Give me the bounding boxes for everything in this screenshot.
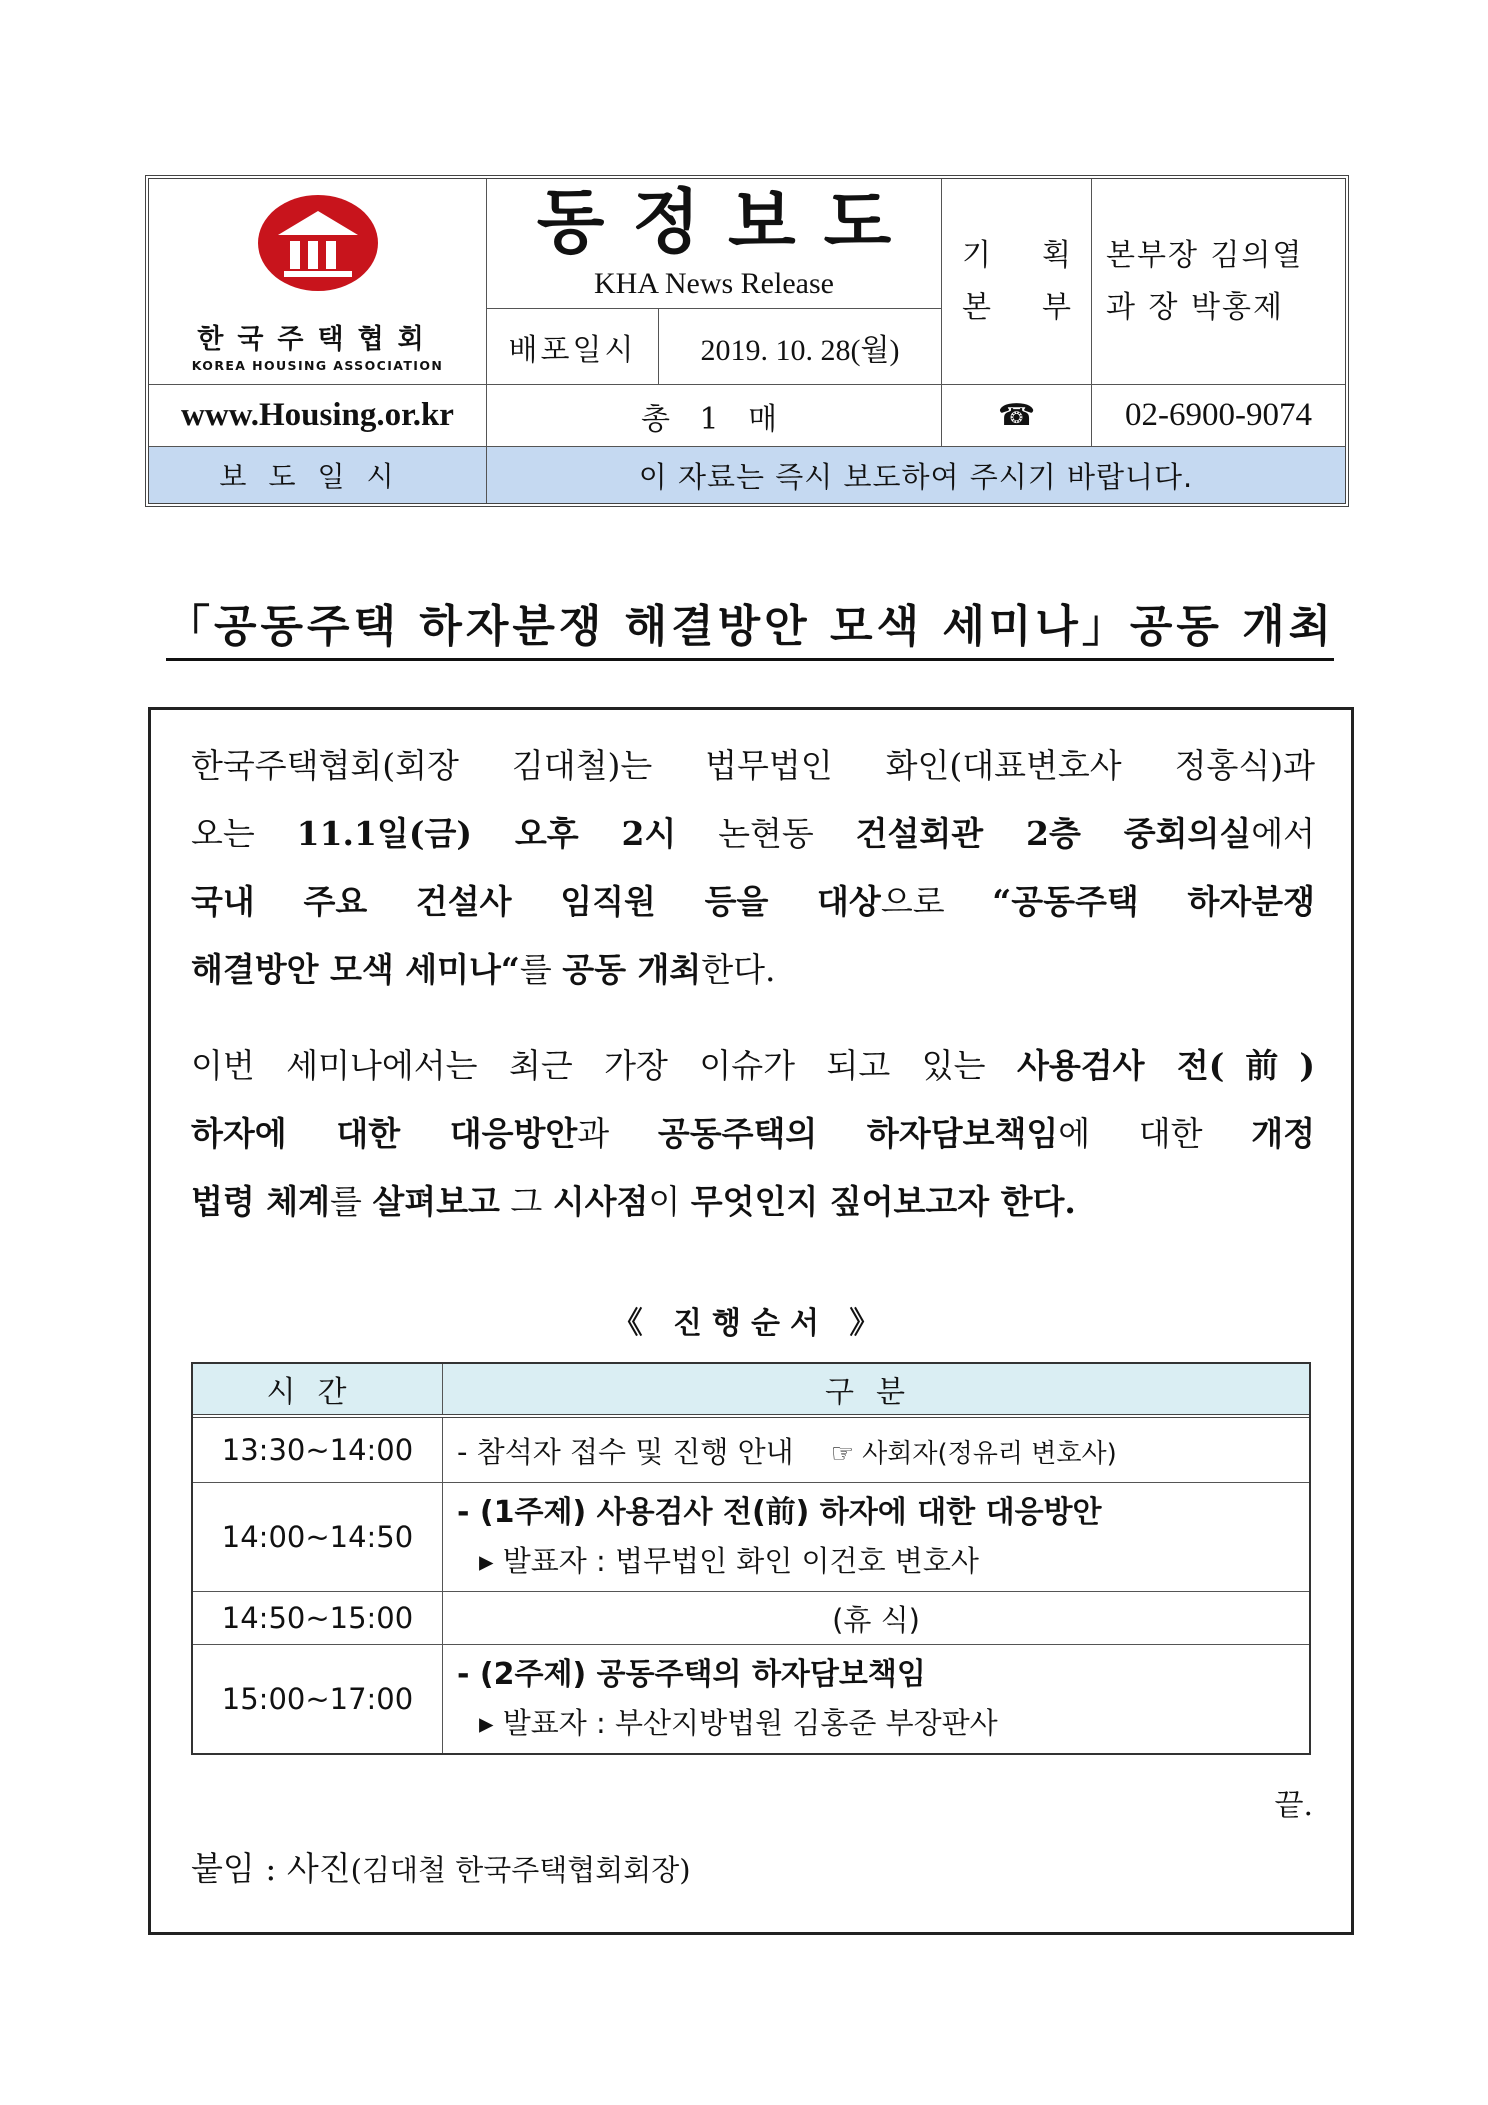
end-mark: 끝. (1274, 1788, 1313, 1823)
phone-icon: ☎ (942, 385, 1092, 447)
attachment-label: 붙임 : 사진 (191, 1849, 351, 1888)
row-main: - 참석자 접수 및 진행 안내 (457, 1434, 794, 1469)
table-row (193, 1644, 1309, 1753)
row-main: (휴 식) (832, 1602, 920, 1637)
row-main: - (1주제) 사용검사 전(前) 하자에 대한 대응방안 (457, 1495, 1102, 1530)
row-content (443, 1483, 1309, 1591)
emphasis-text: 사용검사 전(前) (1016, 1046, 1315, 1085)
emphasis-text: 11.1일(금) 오후 2시 (296, 814, 677, 853)
body-text: 논현동 (676, 814, 856, 853)
body-text: 이 (648, 1182, 691, 1221)
contact-person-2: 과 장 박홍제 (1106, 289, 1284, 325)
title-cell (487, 179, 942, 309)
emphasis-text: 시사점 (552, 1182, 649, 1221)
attachment-detail: (김대철 한국주택협회회장) (350, 1853, 691, 1887)
emphasis-text: 개정 (1251, 1114, 1315, 1153)
emphasis-text: 해결방안 모색 세미나“ (191, 950, 520, 989)
body-text: 그 (499, 1182, 553, 1221)
paragraph-line (191, 1032, 1315, 1100)
schedule-header-row (193, 1364, 1309, 1414)
release-title-en: KHA News Release (594, 266, 834, 300)
header-table (145, 175, 1349, 507)
logo-cell (149, 179, 487, 385)
body-text: 한다. (701, 950, 776, 989)
release-time-note: 이 자료는 즉시 보도하여 주시기 바랍니다. (487, 447, 1345, 503)
paragraph-line (191, 868, 1315, 936)
row-time: 13:30~14:00 (193, 1418, 443, 1482)
table-row (193, 1414, 1309, 1482)
schedule-title: 《 진행순서 》 (612, 1306, 890, 1341)
content-box (148, 707, 1354, 1935)
release-title-ko: 동정보도 (536, 179, 920, 263)
release-time-label: 보도일시 (149, 447, 487, 503)
contact-person-1: 본부장 김의열 (1106, 237, 1304, 273)
phone-number: 02-6900-9074 (1092, 385, 1345, 447)
row-content (443, 1592, 1309, 1644)
column-header-time: 시간 (193, 1364, 443, 1414)
org-name-ko: 한국주택협회 (197, 324, 438, 355)
emphasis-text: 공동주택의 하자담보책임 (657, 1114, 1059, 1153)
body-text: 에서 (1251, 814, 1315, 853)
paragraph-line (191, 936, 1315, 1004)
body-text: 이번 세미나에서는 최근 가장 이슈가 되고 있는 (191, 1046, 1017, 1085)
headline: 「공동주택 하자분쟁 해결방안 모색 세미나」공동 개최 (166, 590, 1334, 661)
paragraph-1 (191, 732, 1315, 1004)
contact-people (1092, 179, 1345, 385)
body-text: 과 (577, 1114, 658, 1153)
table-row (193, 1482, 1309, 1591)
body-text: 를 (519, 950, 563, 989)
kha-logo-icon (256, 193, 380, 293)
emphasis-text: 하자에 대한 대응방안 (191, 1114, 578, 1153)
body-text: 오는 (191, 814, 297, 853)
table-row (193, 1591, 1309, 1644)
emphasis-text: 국내 주요 건설사 임직원 등을 대상 (191, 882, 881, 921)
body-text: 한국주택협회(회장 김대철)는 법무법인 화인(대표변호사 정홍식)과 (191, 746, 1315, 785)
column-header-item: 구분 (443, 1364, 1309, 1414)
page-count: 총 1 매 (487, 385, 942, 447)
attachment (191, 1843, 691, 1890)
paragraph-line (191, 1168, 1315, 1236)
body-text: 에 대한 (1058, 1114, 1252, 1153)
paragraph-line (191, 1100, 1315, 1168)
paragraph-line (191, 732, 1315, 800)
row-sub: ▸ 발표자 : 부산지방법원 김홍준 부장판사 (479, 1706, 998, 1740)
department-line-2: 본 부 (962, 289, 1071, 325)
org-name-en: KOREA HOUSING ASSOCIATION (191, 358, 444, 373)
schedule-table (191, 1362, 1311, 1755)
body-text: 으로 (880, 882, 993, 921)
body-text: 를 (330, 1182, 373, 1221)
emphasis-text: 법령 체계 (191, 1182, 331, 1221)
emphasis-text: 무엇인지 짚어보고자 한다. (690, 1182, 1076, 1221)
row-time: 14:50~15:00 (193, 1592, 443, 1644)
row-time: 14:00~14:50 (193, 1483, 443, 1591)
row-time: 15:00~17:00 (193, 1645, 443, 1753)
department-line-1: 기 획 (962, 237, 1071, 273)
emphasis-text: 살펴보고 (372, 1182, 500, 1221)
emphasis-text: 공동 개최 (562, 950, 702, 989)
website-link[interactable]: www.Housing.or.kr (149, 385, 487, 447)
row-content (443, 1418, 1309, 1482)
row-note: ☞ 사회자(정유리 변호사) (830, 1438, 1117, 1469)
emphasis-text: 건설회관 2층 중회의실 (855, 814, 1252, 853)
row-sub: ▸ 발표자 : 법무법인 화인 이건호 변호사 (479, 1544, 979, 1578)
distribution-label: 배포일시 (487, 309, 659, 385)
row-content (443, 1645, 1309, 1753)
emphasis-text: “공동주택 하자분쟁 (992, 882, 1315, 921)
paragraph-2 (191, 1032, 1315, 1236)
distribution-date: 2019. 10. 28(월) (659, 309, 942, 385)
paragraph-line (191, 800, 1315, 868)
department-label (942, 179, 1092, 385)
row-main: - (2주제) 공동주택의 하자담보책임 (457, 1657, 926, 1692)
